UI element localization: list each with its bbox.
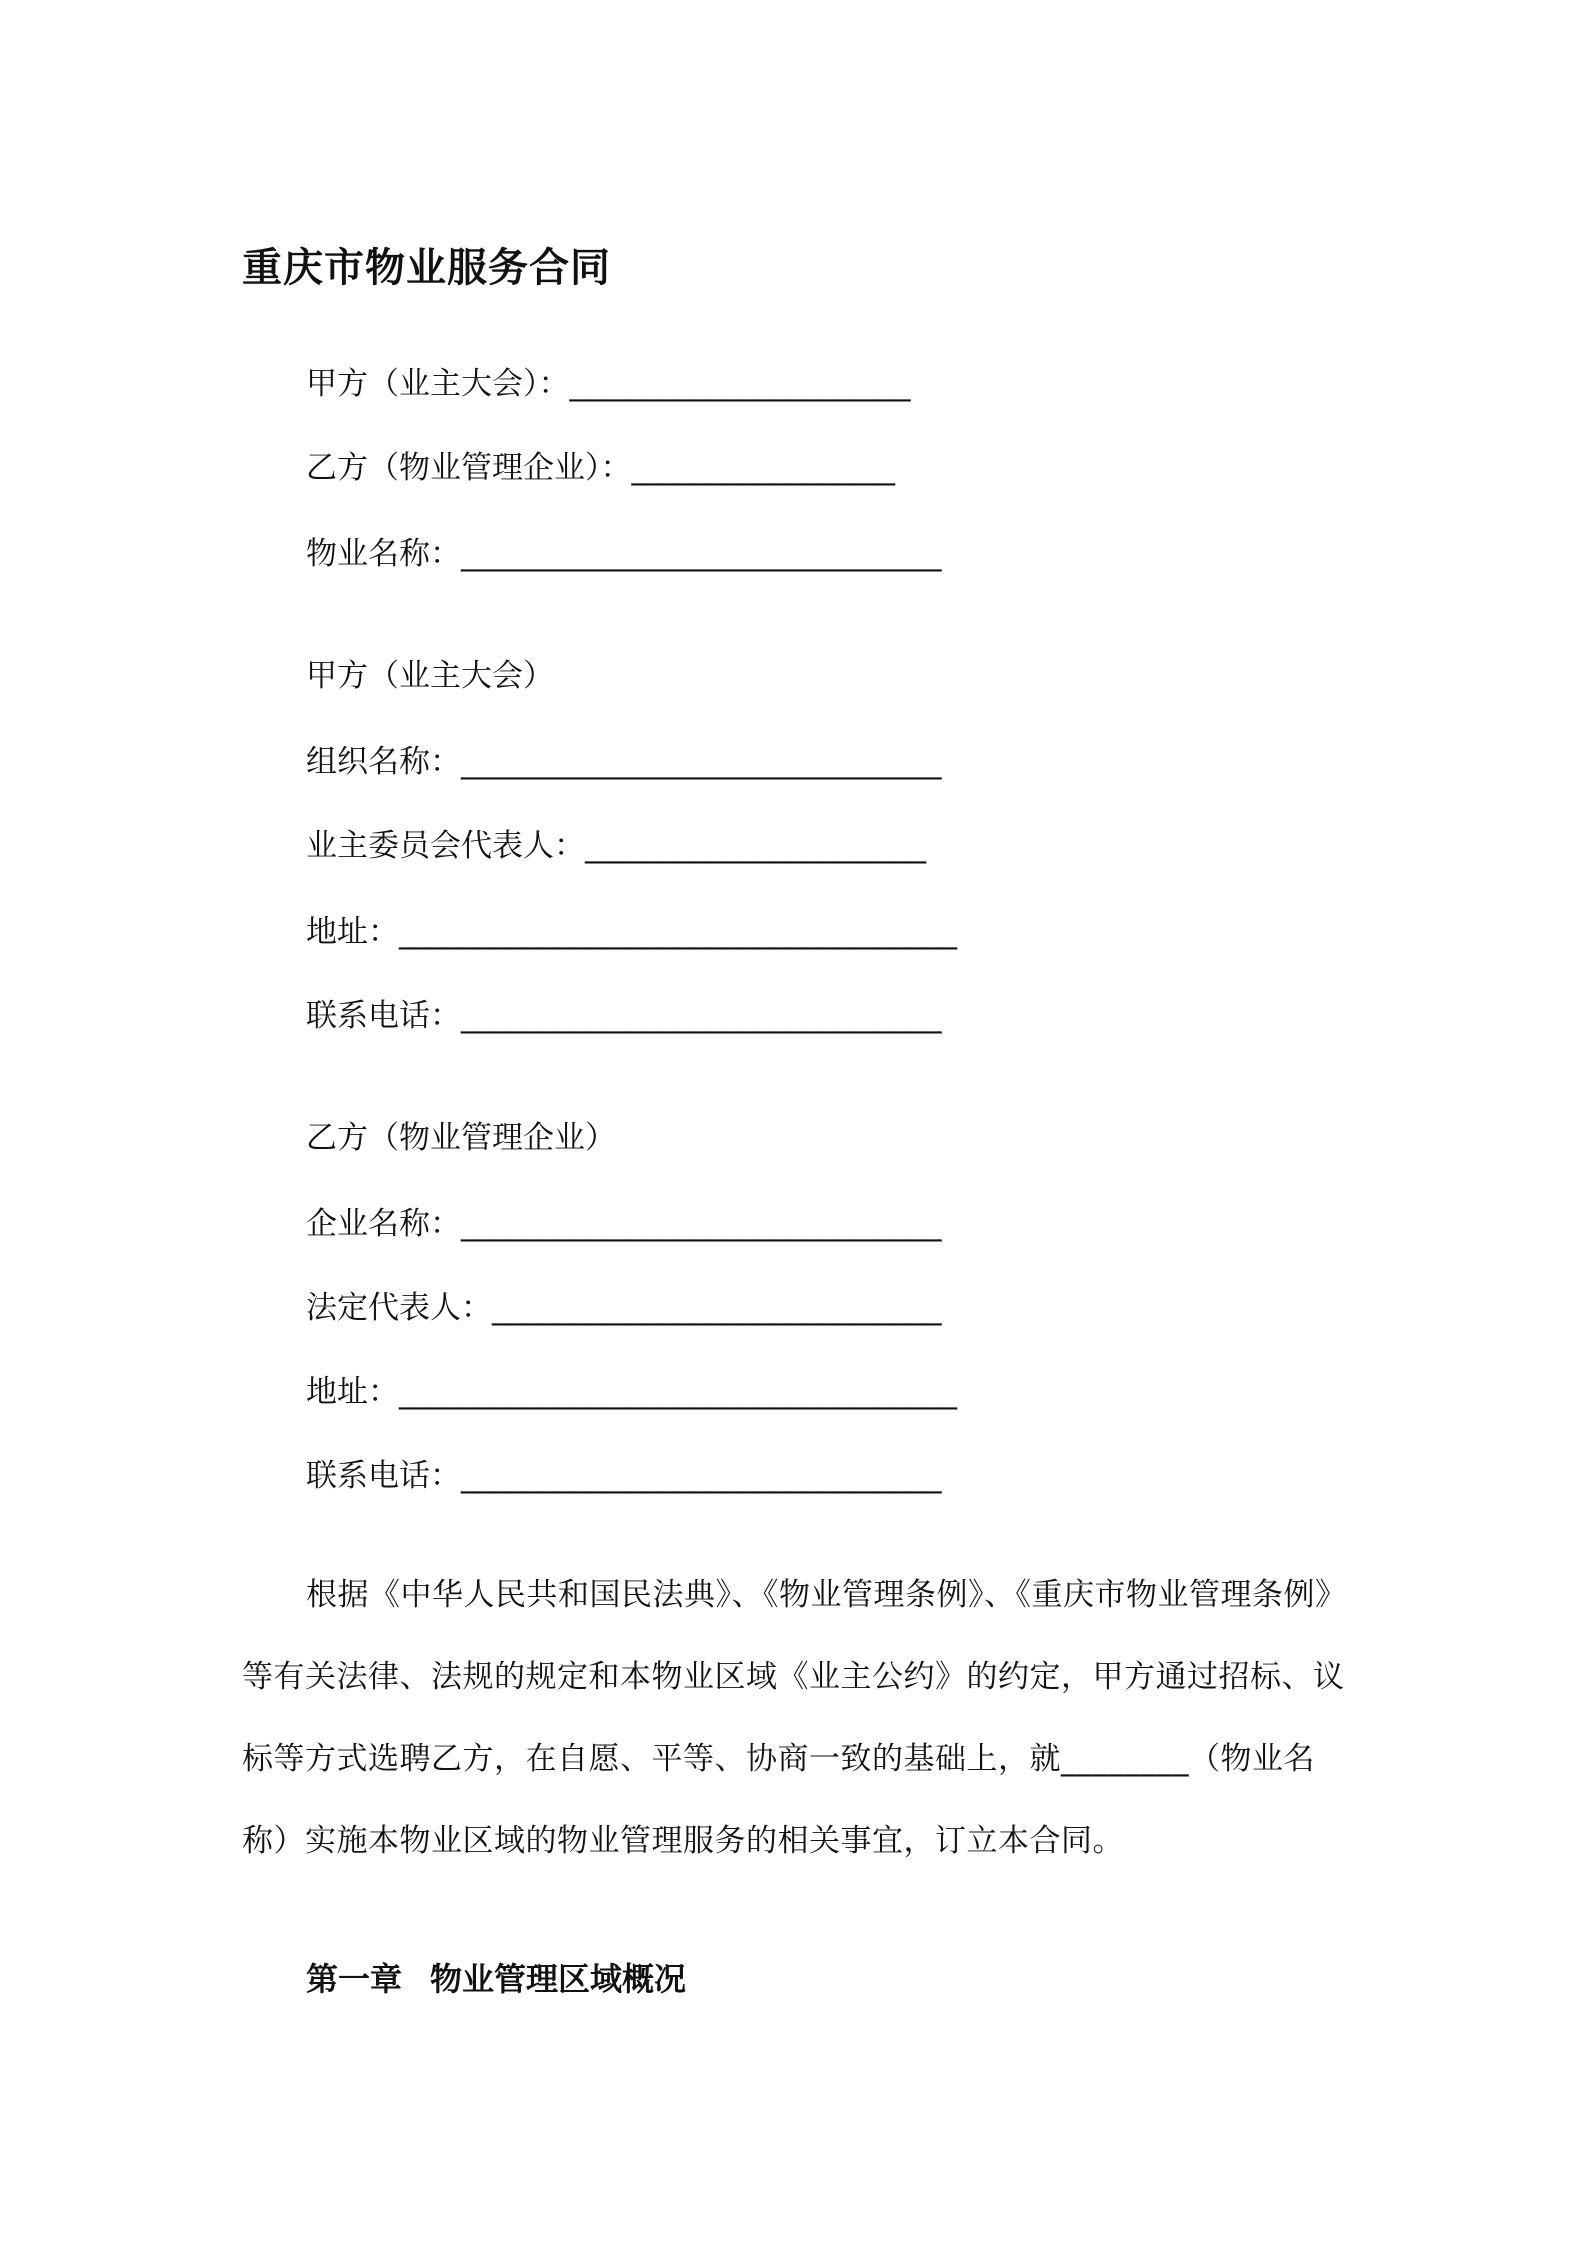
fill-in-blank: _______________________________ <box>461 744 942 780</box>
chapter-number: 第一章 <box>306 1960 403 1998</box>
party-a-heading: 甲方（业主大会） <box>306 658 554 694</box>
field-label: 组织名称： <box>306 744 461 780</box>
preamble-paragraph: 根据《中华人民共和国民法典》、《物业管理条例》、《重庆市物业管理条例》等有关法律、法规的规定和本物业区域《业主公约》的约定，甲方通过招标、议标等方式选聘乙方，在自愿、平等、协商一致的基础上，就________（物业名称）实施本物业区域的物业管理服务的相关事宜，订立本合同。 <box>242 1577 1347 1859</box>
fill-in-blank: _______________________________ <box>461 1458 942 1494</box>
fill-in-blank: _________________ <box>631 450 895 486</box>
field-party-a <box>306 364 911 404</box>
field-property-name <box>306 534 942 574</box>
field-label: 地址： <box>306 1374 399 1410</box>
fill-in-blank: _______________________________ <box>461 1206 942 1242</box>
field-party-b <box>306 448 895 488</box>
party-a-address <box>306 912 957 952</box>
field-label: 物业名称： <box>306 536 461 572</box>
field-label: 法定代表人： <box>306 1290 492 1326</box>
fill-in-blank: _______________________________ <box>461 998 942 1034</box>
fill-in-blank: ____________________________________ <box>399 914 957 950</box>
fill-in-blank: ____________________________________ <box>399 1374 957 1410</box>
field-label: 乙方（物业管理企业）： <box>306 450 632 486</box>
party-b-legal-rep <box>306 1288 942 1328</box>
party-b-heading: 乙方（物业管理企业） <box>306 1120 616 1156</box>
field-label: 地址： <box>306 914 399 950</box>
party-a-org-name <box>306 742 942 782</box>
chapter-heading <box>306 1954 686 2000</box>
field-label: 甲方（业主大会）： <box>306 366 570 402</box>
field-label: 业主委员会代表人： <box>306 828 585 864</box>
party-a-representative <box>306 826 926 866</box>
field-label: 企业名称： <box>306 1206 461 1242</box>
field-label: 联系电话： <box>306 998 461 1034</box>
fill-in-blank: _______________________________ <box>461 536 942 572</box>
party-b-address <box>306 1372 957 1412</box>
party-b-company-name <box>306 1204 942 1244</box>
fill-in-blank: ______________________ <box>569 366 911 402</box>
party-a-phone <box>306 996 942 1036</box>
fill-in-blank: ______________________ <box>585 828 926 864</box>
field-label: 联系电话： <box>306 1458 461 1494</box>
fill-in-blank: _____________________________ <box>492 1290 942 1326</box>
chapter-title: 物业管理区域概况 <box>430 1960 687 1998</box>
document-title: 重庆市物业服务合同 <box>242 245 611 291</box>
party-b-phone <box>306 1456 942 1496</box>
